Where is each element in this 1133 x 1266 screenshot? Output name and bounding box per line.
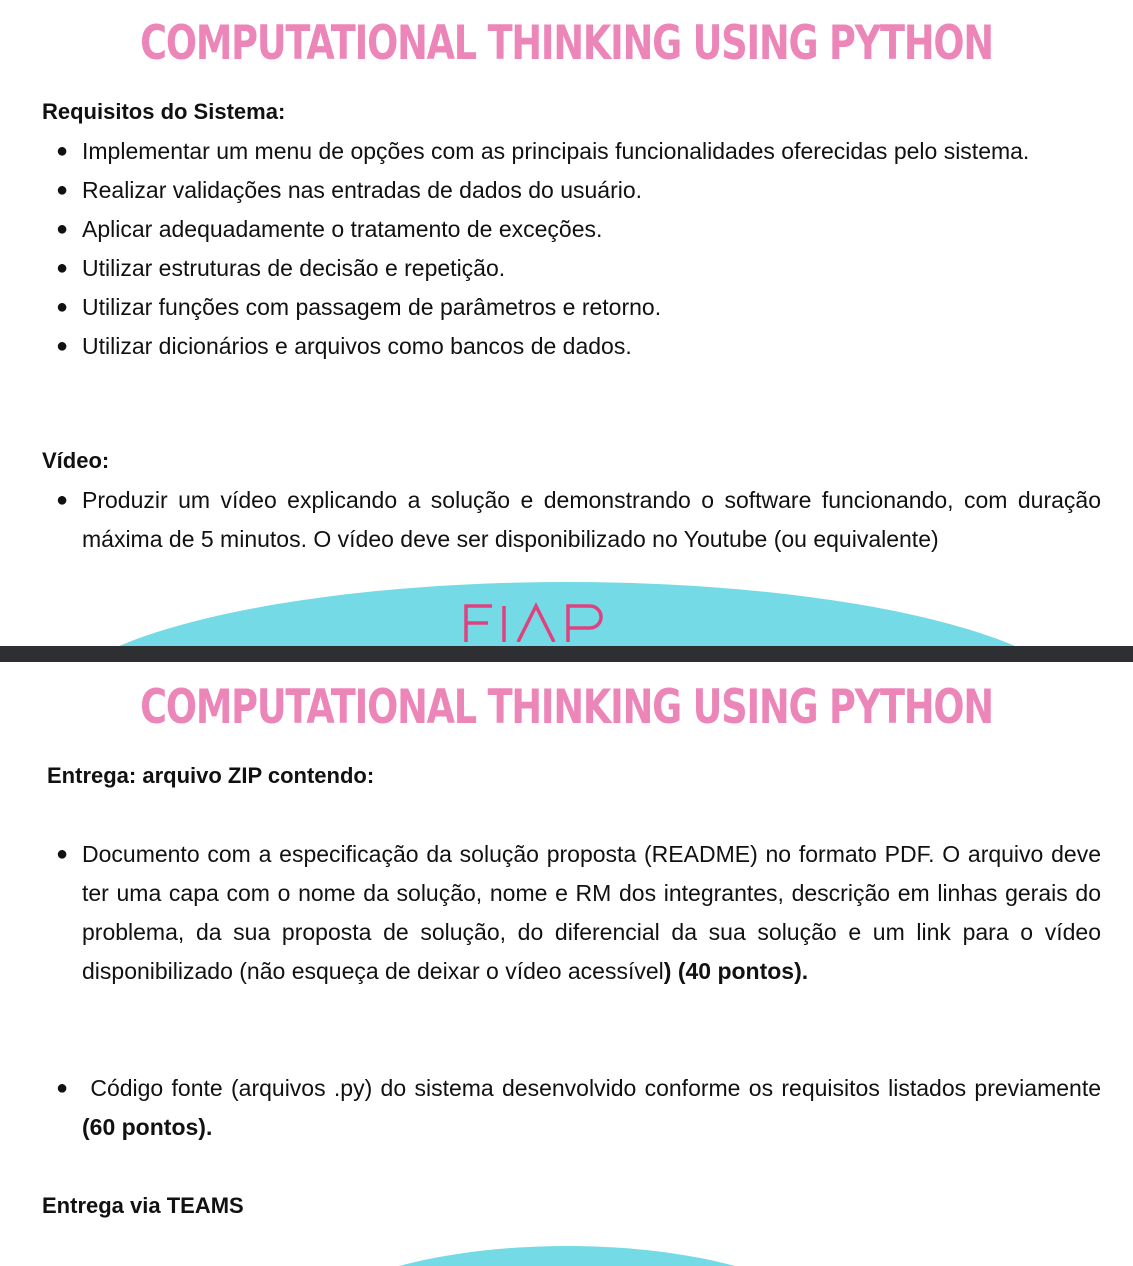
svg-text:FIAP: FIAP — [462, 602, 465, 603]
bullet-icon: ● — [56, 1077, 69, 1099]
requirements-list — [42, 132, 1101, 366]
list-item: ● Realizar validações nas entradas de dados do usuário. — [82, 171, 1101, 210]
fiap-logo — [462, 602, 618, 642]
delivery-list — [42, 835, 1101, 991]
video-list — [42, 481, 1101, 559]
delivery-heading: Entrega: arquivo ZIP contendo: — [47, 763, 375, 788]
document-page-2 — [0, 662, 1133, 1266]
list-item: ● Utilizar estruturas de decisão e repetição. — [82, 249, 1101, 288]
page-title: COMPUTATIONAL THINKING USING PYTHON — [140, 680, 993, 735]
list-item: ● Utilizar funções com passagem de parâmetros e retorno. — [82, 288, 1101, 327]
requirements-heading: Requisitos do Sistema: — [42, 99, 286, 124]
delivery-list — [42, 1069, 1101, 1147]
bullet-icon: ● — [56, 257, 69, 279]
teams-note: Entrega via TEAMS — [42, 1193, 244, 1218]
footer-arc — [287, 1246, 847, 1266]
bullet-icon: ● — [56, 489, 69, 511]
bullet-icon: ● — [56, 218, 69, 240]
list-item: ● Código fonte (arquivos .py) do sistema desenvolvido conforme os requisitos listados previamente (60 pontos). — [82, 1069, 1101, 1147]
list-item: ● Utilizar dicionários e arquivos como bancos de dados. — [82, 327, 1101, 366]
bullet-icon: ● — [56, 296, 69, 318]
video-heading: Vídeo: — [42, 448, 110, 473]
page-divider — [0, 646, 1133, 662]
list-item: ● Implementar um menu de opções com as principais funcionalidades oferecidas pelo sistema. — [82, 132, 1101, 171]
list-item: ● Produzir um vídeo explicando a solução e demonstrando o software funcionando, com duração máxima de 5 minutos. O vídeo deve ser disponibilizado no Youtube (ou equivalente) — [82, 481, 1101, 559]
bullet-icon: ● — [56, 335, 69, 357]
page-title: COMPUTATIONAL THINKING USING PYTHON — [140, 16, 993, 71]
bullet-icon: ● — [56, 179, 69, 201]
list-item: ● Documento com a especificação da solução proposta (README) no formato PDF. O arquivo deve ter uma capa com o nome da solução, nome e RM dos integrantes, descrição em linhas gerais do problema, da sua proposta de solução, do diferencial da sua solução e um link para o vídeo disponibilizado (não esqueça de deixar o vídeo acessível) (40 pontos). — [82, 835, 1101, 991]
bullet-icon: ● — [56, 843, 69, 865]
bullet-icon: ● — [56, 140, 69, 162]
list-item: ● Aplicar adequadamente o tratamento de exceções. — [82, 210, 1101, 249]
